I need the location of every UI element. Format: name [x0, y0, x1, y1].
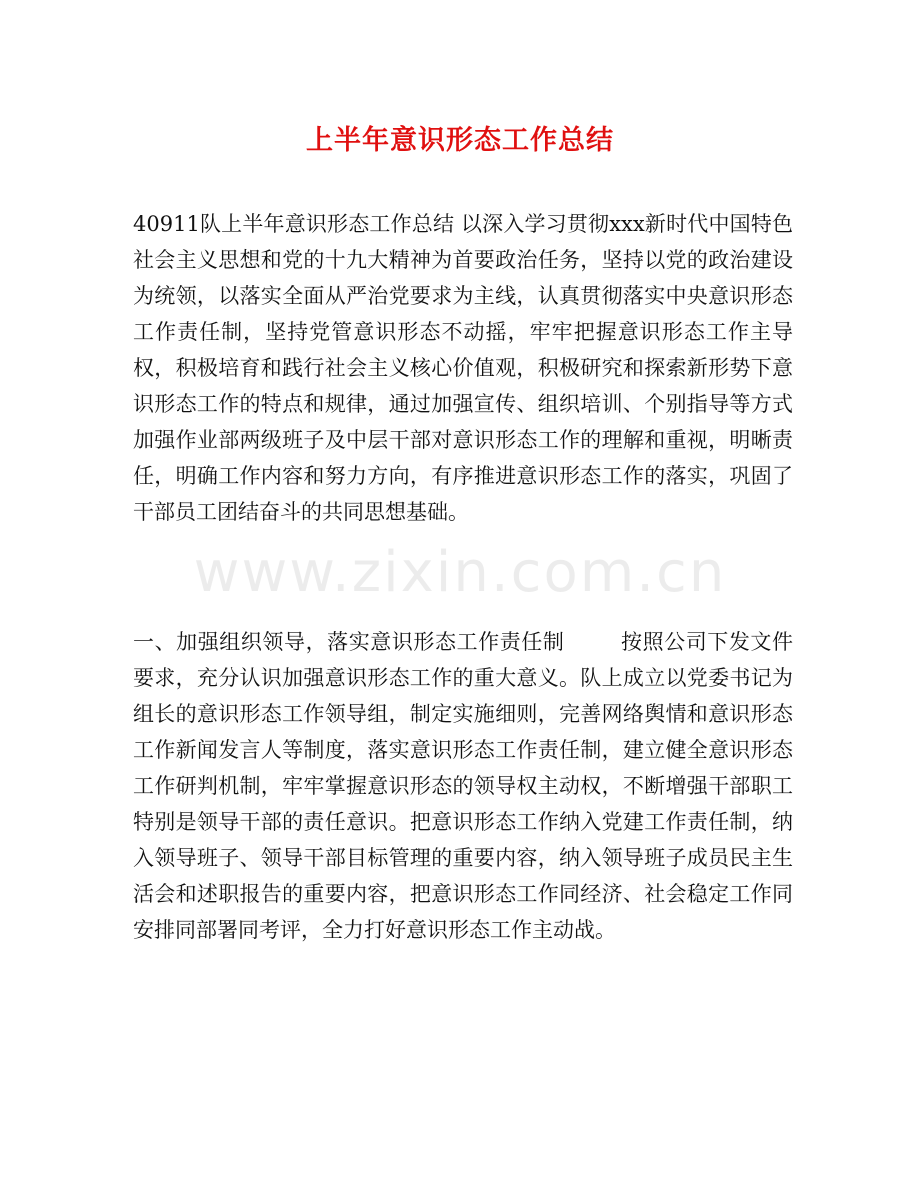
- paragraph-intro: 40911队上半年意识形态工作总结 以深入学习贯彻xxx新时代中国特色社会主义思想和党的十九大精神为首要政治任务，坚持以党的政治建设为统领，以落实全面从严治党要求为主线，认真贯彻落实中央意识形态工作责任制，坚持党管意识形态不动摇，牢牢把握意识形态工作主导权，积极培育和践行社会主义核心价值观，积极研究和探索新形势下意识形态工作的特点和规律，通过加强宣传、组织培训、个别指导等方式加强作业部两级班子及中层干部对意识形态工作的理解和重视，明晰责任，明确工作内容和努力方向，有序推进意识形态工作的落实，巩固了干部员工团结奋斗的共同思想基础。: [133, 212, 793, 524]
- section-1-heading: 一、加强组织领导，落实意识形态工作责任制: [133, 630, 565, 654]
- watermark: www.zixin.com.cn: [193, 540, 727, 605]
- paragraph-section-1: [133, 624, 793, 948]
- section-1-body: 按照公司下发文件要求，充分认识加强意识形态工作的重大意义。队上成立以党委书记为组长的意识形态工作领导组，制定实施细则，完善网络舆情和意识形态工作新闻发言人等制度，落实意识形态工作责任制，建立健全意识形态工作研判机制，牢牢掌握意识形态的领导权主动权，不断增强干部职工特别是领导干部的责任意识。把意识形态工作纳入党建工作责任制，纳入领导班子、领导干部目标管理的重要内容，纳入领导班子成员民主生活会和述职报告的重要内容，把意识形态工作同经济、社会稳定工作同安排同部署同考评，全力打好意识形态工作主动战。: [133, 630, 794, 942]
- document-title: 上半年意识形态工作总结: [306, 125, 614, 156]
